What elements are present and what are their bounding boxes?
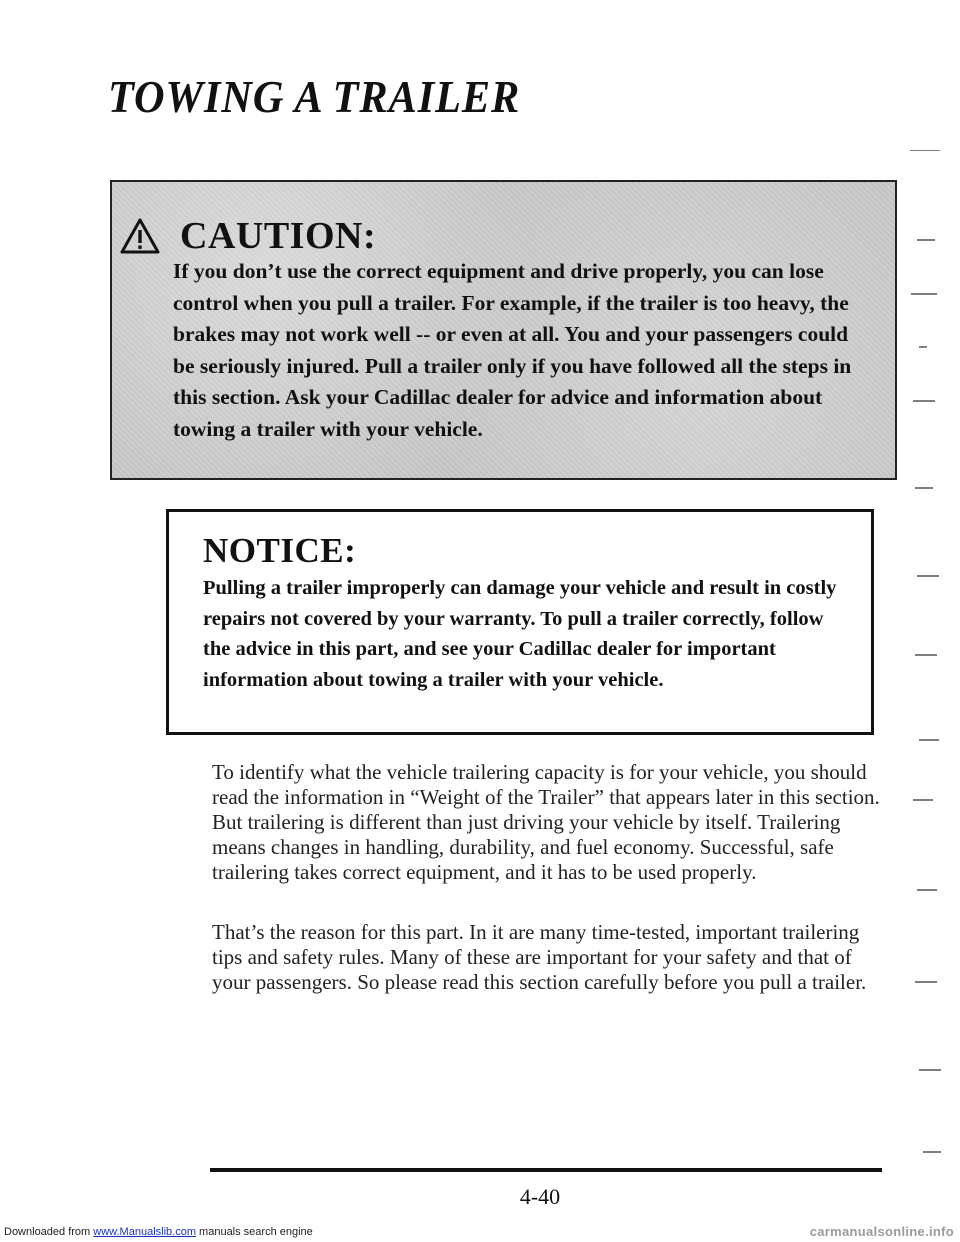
caution-text: If you don’t use the correct equipment and drive properly, you can lose control when you pull a trailer. For example, if the trailer is too heavy, the brakes may not work well -- or even at all. You and your passengers could be seriously injured. Pull a trailer only if you have followed all the steps in this section. Ask your Cadillac dealer for advice and information about towing a trailer with your vehicle. [173,259,852,441]
footer-rule [210,1168,882,1172]
warning-triangle-icon [120,218,160,254]
download-suffix: manuals search engine [199,1226,313,1238]
manualslib-link[interactable]: www.Manualslib.com [93,1226,196,1238]
body-paragraph-1: To identify what the vehicle trailering capacity is for your vehicle, you should read the information in “Weight of the Trailer” that appears later in this section. But trailering is different than just driving your vehicle by itself. Trailering means changes in handling, durability, and fuel economy. Successful, safe trailering takes correct equipment, and it has to be used properly. [212,760,880,884]
body-paragraph-2: That’s the reason for this part. In it are many time-tested, important trailering tips and safety rules. Many of these are important for your safety and that of your passengers. So please read this section carefully before you pull a trailer. [212,920,867,994]
page-edge-marks [905,150,955,1200]
download-prefix: Downloaded from [4,1226,91,1238]
caution-label: CAUTION: [180,215,377,257]
download-credit [4,1226,313,1238]
caution-heading [120,214,376,258]
notice-label: NOTICE: [203,531,357,570]
page-number: 4-40 [519,1184,561,1209]
notice-text: Pulling a trailer improperly can damage your vehicle and result in costly repairs not covered by your warranty. To pull a trailer correctly, follow the advice in this part, and see your Cadillac dealer for important information about towing a trailer with your vehicle. [203,577,837,691]
page-title: TOWING A TRAILER [108,71,521,122]
watermark: carmanualsonline.info [809,1224,954,1239]
